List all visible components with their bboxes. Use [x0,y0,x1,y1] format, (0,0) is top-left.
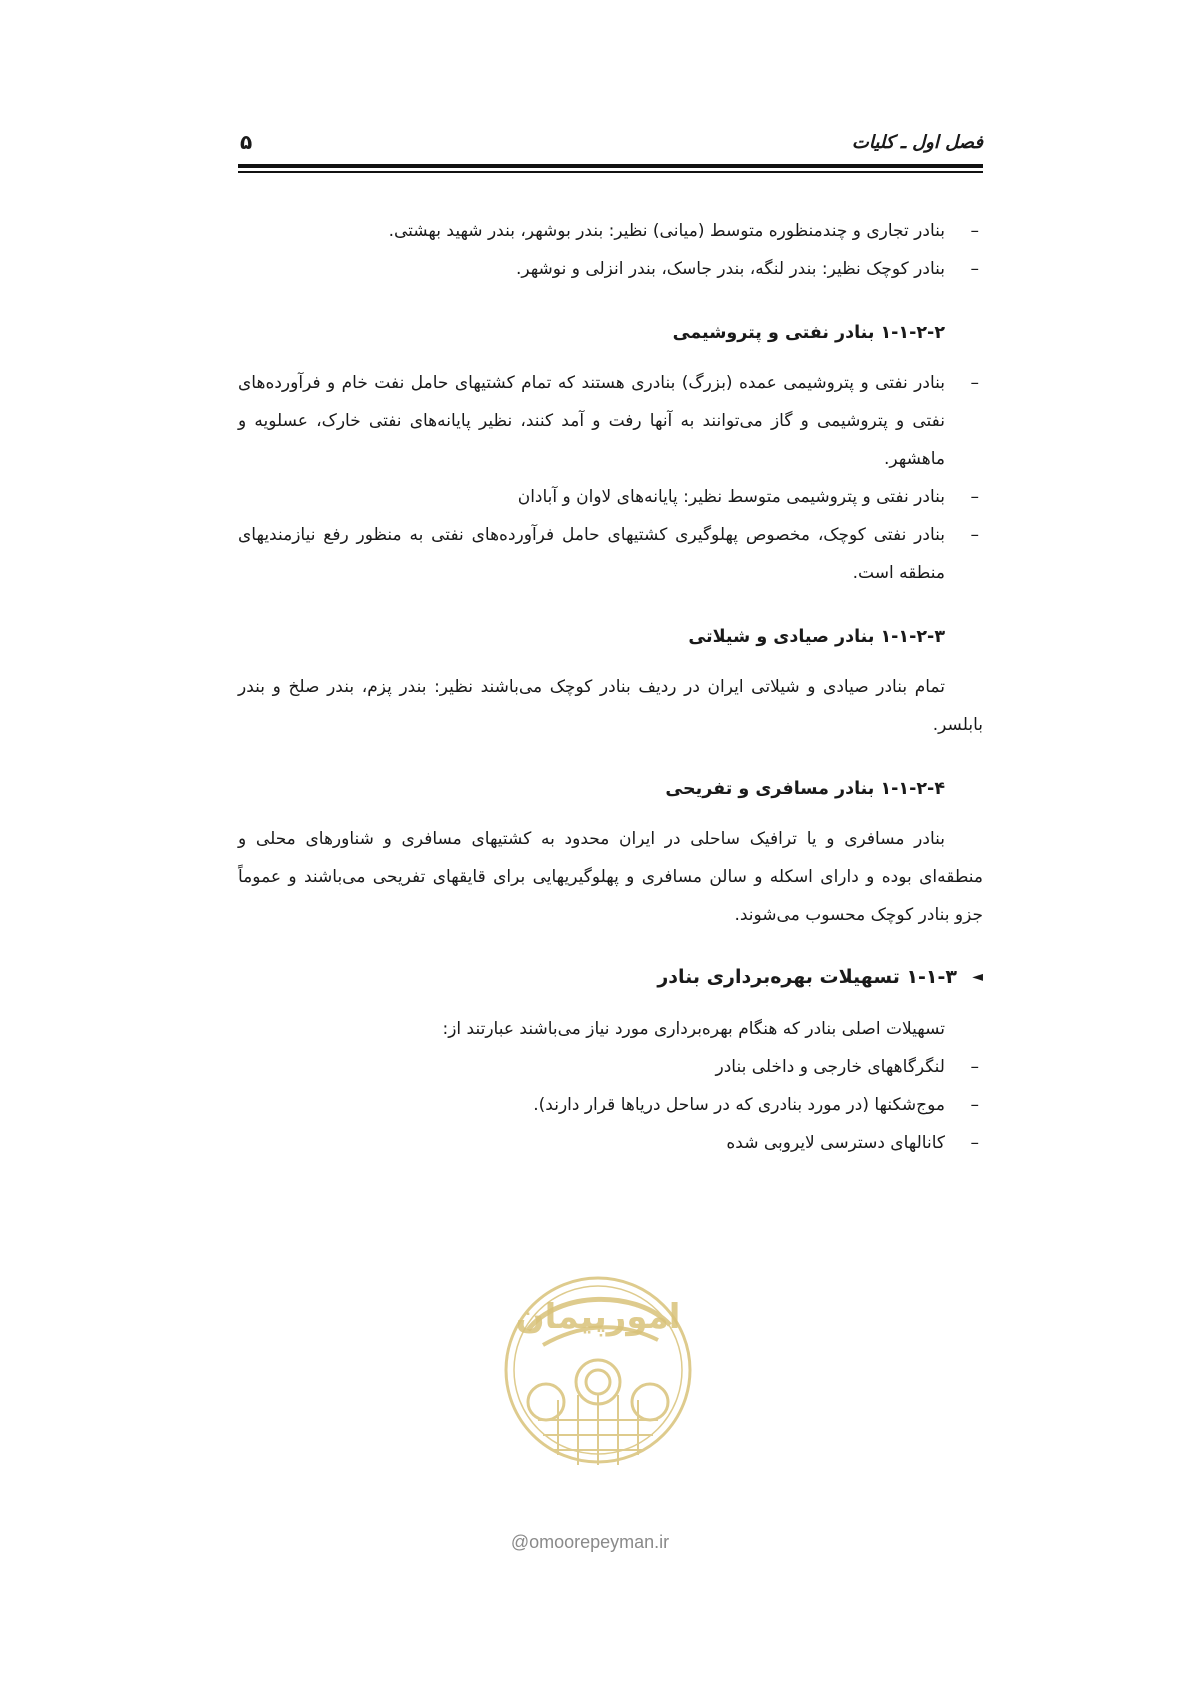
paragraph-facilities-intro: تسهیلات اصلی بنادر که هنگام بهره‌برداری مورد نیاز می‌باشند عبارتند از: [442,1019,945,1039]
page-header [238,128,983,158]
section-heading-fishing: ۱-۱-۲-۳ بنادر صیادی و شیلاتی [688,627,945,647]
bullet-dash: – [970,373,979,393]
list-item-text: بنادر تجاری و چندمنظوره متوسط (میانی) نظیر: بندر بوشهر، بندر شهید بهشتی. [388,221,945,241]
bullet-dash: – [970,1057,979,1077]
list-item [238,1124,983,1162]
bullet-dash: – [970,259,979,279]
chapter-title: فصل اول ـ کلیات [851,132,983,153]
header-rule-thin [238,171,983,173]
list-item-text: لنگرگاههای خارجی و داخلی بنادر [715,1057,945,1077]
list-item [238,250,983,288]
list-item [238,364,983,478]
bullet-dash: – [970,525,979,545]
page-body [238,212,983,1162]
watermark-url: @omoorepeyman.ir [510,1532,670,1552]
paragraph-passenger: بنادر مسافری و یا ترافیک ساحلی در ایران محدود به کشتیهای مسافری و شناورهای محلی و منطقه‌ای بوده و دارای اسکله و سالن مسافری و پهلوگیریهایی برای قایقهای تفریحی می‌باشند و عموماً جزو بنادر کوچک محسوب می‌شوند. [238,829,983,925]
list-item-text: موج‌شکنها (در مورد بنادری که در ساحل دریاها قرار دارند). [533,1095,945,1115]
list-item [238,1086,983,1124]
section-heading-oil: ۱-۱-۲-۲ بنادر نفتی و پتروشیمی [672,323,945,343]
watermark-logo-text: امورپیمان [515,1297,681,1337]
list-item-text: بنادر نفتی کوچک، مخصوص پهلوگیری کشتیهای حامل فرآورده‌های نفتی به منظور رفع نیازمندیهای منطقه است. [238,525,945,583]
bullet-dash: – [970,1095,979,1115]
section-heading-facilities [238,958,983,996]
list-item [238,478,983,516]
section-heading-text: ۱-۱-۳ تسهیلات بهره‌برداری بنادر [657,966,957,988]
list-item-text: بنادر کوچک نظیر: بندر لنگه، بندر جاسک، بندر انزلی و نوشهر. [515,259,945,279]
list-item-text: بنادر نفتی و پتروشیمی عمده (بزرگ) بنادری هستند که تمام کشتیهای حامل نفت خام و فرآورده‌های نفتی و پتروشیمی و گاز می‌توانند به آنها رفت و آمد کنند، نظیر پایانه‌های نفتی خارک، عسلویه و ماهشهر. [238,373,945,469]
list-item-text: بنادر نفتی و پتروشیمی متوسط نظیر: پایانه‌های لاوان و آبادان [517,487,945,507]
triangle-marker-icon: ◄ [972,969,983,985]
watermark-logo-icon [498,1270,698,1470]
page-number: ۵ [240,130,253,154]
watermark-logo [498,1270,698,1470]
bullet-dash: – [970,221,979,241]
list-item [238,212,983,250]
list-item [238,516,983,592]
bullet-dash: – [970,1133,979,1153]
list-item [238,1048,983,1086]
header-rule-thick [238,164,983,168]
list-item-text: کانالهای دسترسی لایروبی شده [726,1133,945,1153]
section-heading-passenger: ۱-۱-۲-۴ بنادر مسافری و تفریحی [665,779,945,799]
bullet-dash: – [970,487,979,507]
paragraph-fishing: تمام بنادر صیادی و شیلاتی ایران در ردیف بنادر کوچک می‌باشند نظیر: بندر پزم، بندر صلخ و بندر بابلسر. [238,677,983,735]
